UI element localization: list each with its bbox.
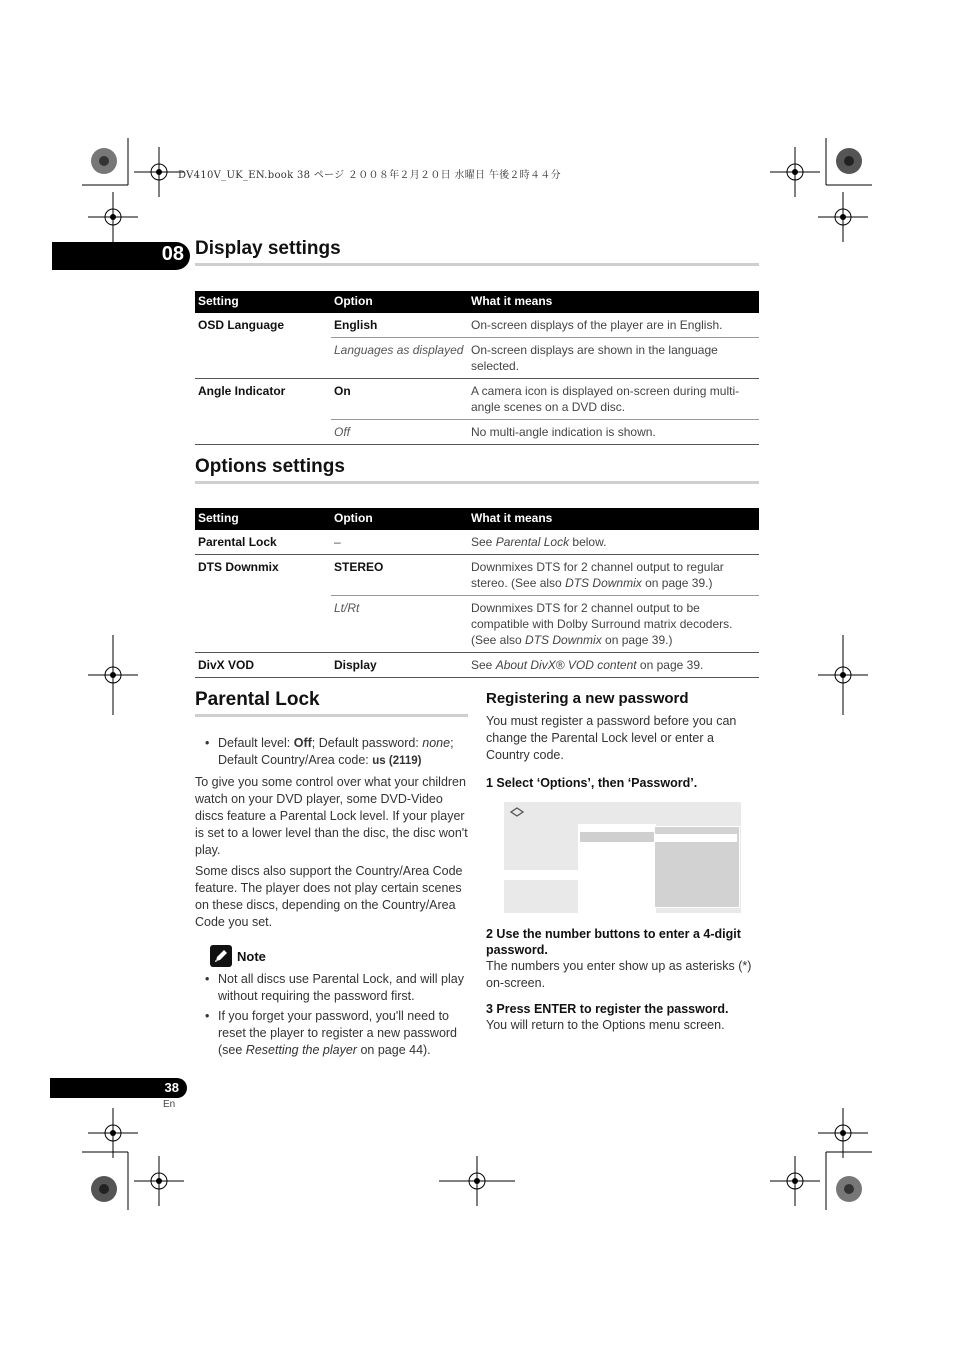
note-reference: Resetting the player: [245, 1043, 357, 1057]
crosshair-mark: [88, 1108, 138, 1158]
note-item: [195, 1008, 470, 1059]
register-intro: You must register a password before you can change the Parental Lock level or enter a Country code.: [486, 714, 737, 762]
section-rule: [195, 714, 468, 717]
display-settings-table: [195, 291, 759, 445]
register-password-title: Registering a new password: [486, 690, 689, 707]
table-header-row: [195, 291, 759, 313]
parental-lock-body: [195, 735, 470, 931]
meaning-cell: On-screen displays are shown in the language selected.: [468, 338, 759, 379]
defaults-bullet: [195, 735, 470, 770]
setting-cell: OSD Language: [198, 318, 285, 332]
note-item: [195, 971, 470, 1005]
meaning-text: Downmixes DTS for 2 channel output to regular stereo. (See also: [471, 560, 724, 590]
table-row: [195, 379, 759, 420]
defaults-text: ; Default Country/Area code:: [218, 736, 454, 767]
meaning-reference: Parental Lock: [495, 535, 570, 549]
option-cell: Languages as displayed: [331, 338, 468, 379]
option-cell: On: [331, 379, 468, 420]
header-meaning: What it means: [468, 291, 759, 313]
header-option: Option: [331, 291, 468, 313]
option-cell: Display: [331, 653, 468, 678]
crosshair-mark: [770, 1156, 820, 1206]
step-2: 2 Use the number buttons to enter a 4-digit password.: [486, 927, 741, 957]
table-row: [195, 420, 759, 445]
meaning-text: See: [471, 658, 496, 672]
crosshair-mark: [818, 1108, 868, 1158]
meaning-cell: On-screen displays of the player are in English.: [468, 313, 759, 338]
setting-cell: [195, 338, 331, 379]
table-header-row: [195, 508, 759, 530]
note-text: on page 44).: [356, 1043, 431, 1057]
meaning-text: below.: [569, 535, 607, 549]
setting-cell: DTS Downmix: [198, 560, 279, 574]
option-cell: Lt/Rt: [331, 596, 468, 653]
setting-cell: Angle Indicator: [198, 384, 286, 398]
crosshair-mark: [818, 192, 868, 242]
options-settings-title: Options settings: [195, 456, 345, 477]
meaning-cell: [468, 653, 759, 678]
note-list: [195, 971, 470, 1059]
display-settings-title: Display settings: [195, 238, 341, 259]
starburst-mark-top-left: [89, 146, 119, 176]
bullet-dot: •: [205, 1009, 210, 1023]
meaning-reference: DTS Downmix: [525, 633, 602, 647]
option-cell: English: [331, 313, 468, 338]
starburst-mark-bottom-left: [89, 1174, 119, 1204]
chapter-tab: [52, 242, 190, 270]
disc-icon: [509, 805, 525, 823]
meaning-cell: A camera icon is displayed on-screen during multi-angle scenes on a DVD disc.: [468, 379, 759, 420]
options-selected-item: [655, 834, 737, 842]
meaning-cell: No multi-angle indication is shown.: [468, 420, 759, 445]
page-number-tab: [50, 1078, 187, 1098]
note-text: Not all discs use Parental Lock, and will play without requiring the password first.: [218, 972, 464, 1003]
header-setting: Setting: [195, 508, 331, 530]
meaning-text: Downmixes DTS for 2 channel output to be compatible with Dolby Surround matrix decoders. (See also: [471, 601, 733, 647]
step-3-text: You will return to the Options menu screen.: [486, 1018, 725, 1032]
note-text: If you forget your password, you'll need to reset the player to register a new password (see: [218, 1009, 458, 1057]
default-country-code: us (2119): [372, 755, 422, 767]
meaning-text: on page 39.: [636, 658, 704, 672]
print-header: DV410V_UK_EN.book 38 ページ ２００８年２月２０日 水曜日 午後２時４４分: [178, 170, 561, 181]
page-number: 38: [164, 1080, 179, 1095]
starburst-mark-bottom-right: [834, 1174, 864, 1204]
defaults-text: ; Default password:: [311, 736, 423, 750]
menu-item-highlight: [504, 870, 578, 880]
option-cell: Off: [331, 420, 468, 445]
setting-cell: Parental Lock: [195, 530, 331, 555]
paragraph: To give you some control over what your children watch on your DVD player, some DVD-Video discs feature a Parental Lock level. If your player is set to a lower level than the disc, the disc won't play.: [195, 775, 468, 857]
submenu-selected-item: [580, 832, 656, 842]
default-level: Off: [293, 736, 312, 750]
section-rule: [195, 263, 759, 266]
osd-menu-screenshot: [504, 802, 741, 913]
crosshair-mark: [88, 192, 138, 242]
language-code: En: [163, 1099, 176, 1110]
table-row: [195, 530, 759, 555]
meaning-text: on page 39.): [641, 576, 713, 590]
note-pencil-icon: [210, 945, 232, 967]
defaults-text: Default level:: [218, 736, 294, 750]
table-row: [195, 596, 759, 653]
table-row: [195, 313, 759, 338]
chapter-number: 08: [161, 243, 184, 265]
setting-cell: DivX VOD: [195, 653, 331, 678]
meaning-cell: [468, 596, 759, 653]
step-3: 3 Press ENTER to register the password.: [486, 1002, 729, 1016]
crosshair-mark: [88, 635, 138, 715]
option-cell: STEREO: [331, 555, 468, 596]
crosshair-mark: [439, 1156, 515, 1206]
meaning-cell: [468, 530, 759, 555]
meaning-text: on page 39.): [601, 633, 673, 647]
setting-cell: [195, 420, 331, 445]
parental-lock-title: Parental Lock: [195, 689, 320, 710]
step-2-text: The numbers you enter show up as asterisks (*) on-screen.: [486, 959, 752, 990]
crosshair-mark: [818, 635, 868, 715]
table-row: [195, 653, 759, 678]
crosshair-mark: [134, 147, 184, 197]
meaning-text: See: [471, 535, 496, 549]
bullet-dot: •: [205, 972, 210, 986]
section-rule: [195, 481, 759, 484]
meaning-reference: About DivX® VOD content: [495, 658, 637, 672]
meaning-cell: [468, 555, 759, 596]
crosshair-mark: [134, 1156, 184, 1206]
step-1: 1 Select ‘Options’, then ‘Password’.: [486, 776, 698, 790]
table-row: [195, 555, 759, 596]
header-setting: Setting: [195, 291, 331, 313]
crosshair-mark: [770, 147, 820, 197]
bullet-dot: •: [205, 736, 210, 750]
header-option: Option: [331, 508, 468, 530]
default-password: none: [422, 736, 451, 750]
setting-cell: [195, 596, 331, 653]
header-meaning: What it means: [468, 508, 759, 530]
options-settings-table: [195, 508, 759, 678]
note-title: Note: [237, 949, 266, 964]
paragraph: Some discs also support the Country/Area Code feature. The player does not play certain scenes on these discs, depending on the Country/Area Code you set.: [195, 864, 463, 929]
option-cell: –: [331, 530, 468, 555]
meaning-reference: DTS Downmix: [565, 576, 642, 590]
table-row: [195, 338, 759, 379]
starburst-mark-top-right: [834, 146, 864, 176]
